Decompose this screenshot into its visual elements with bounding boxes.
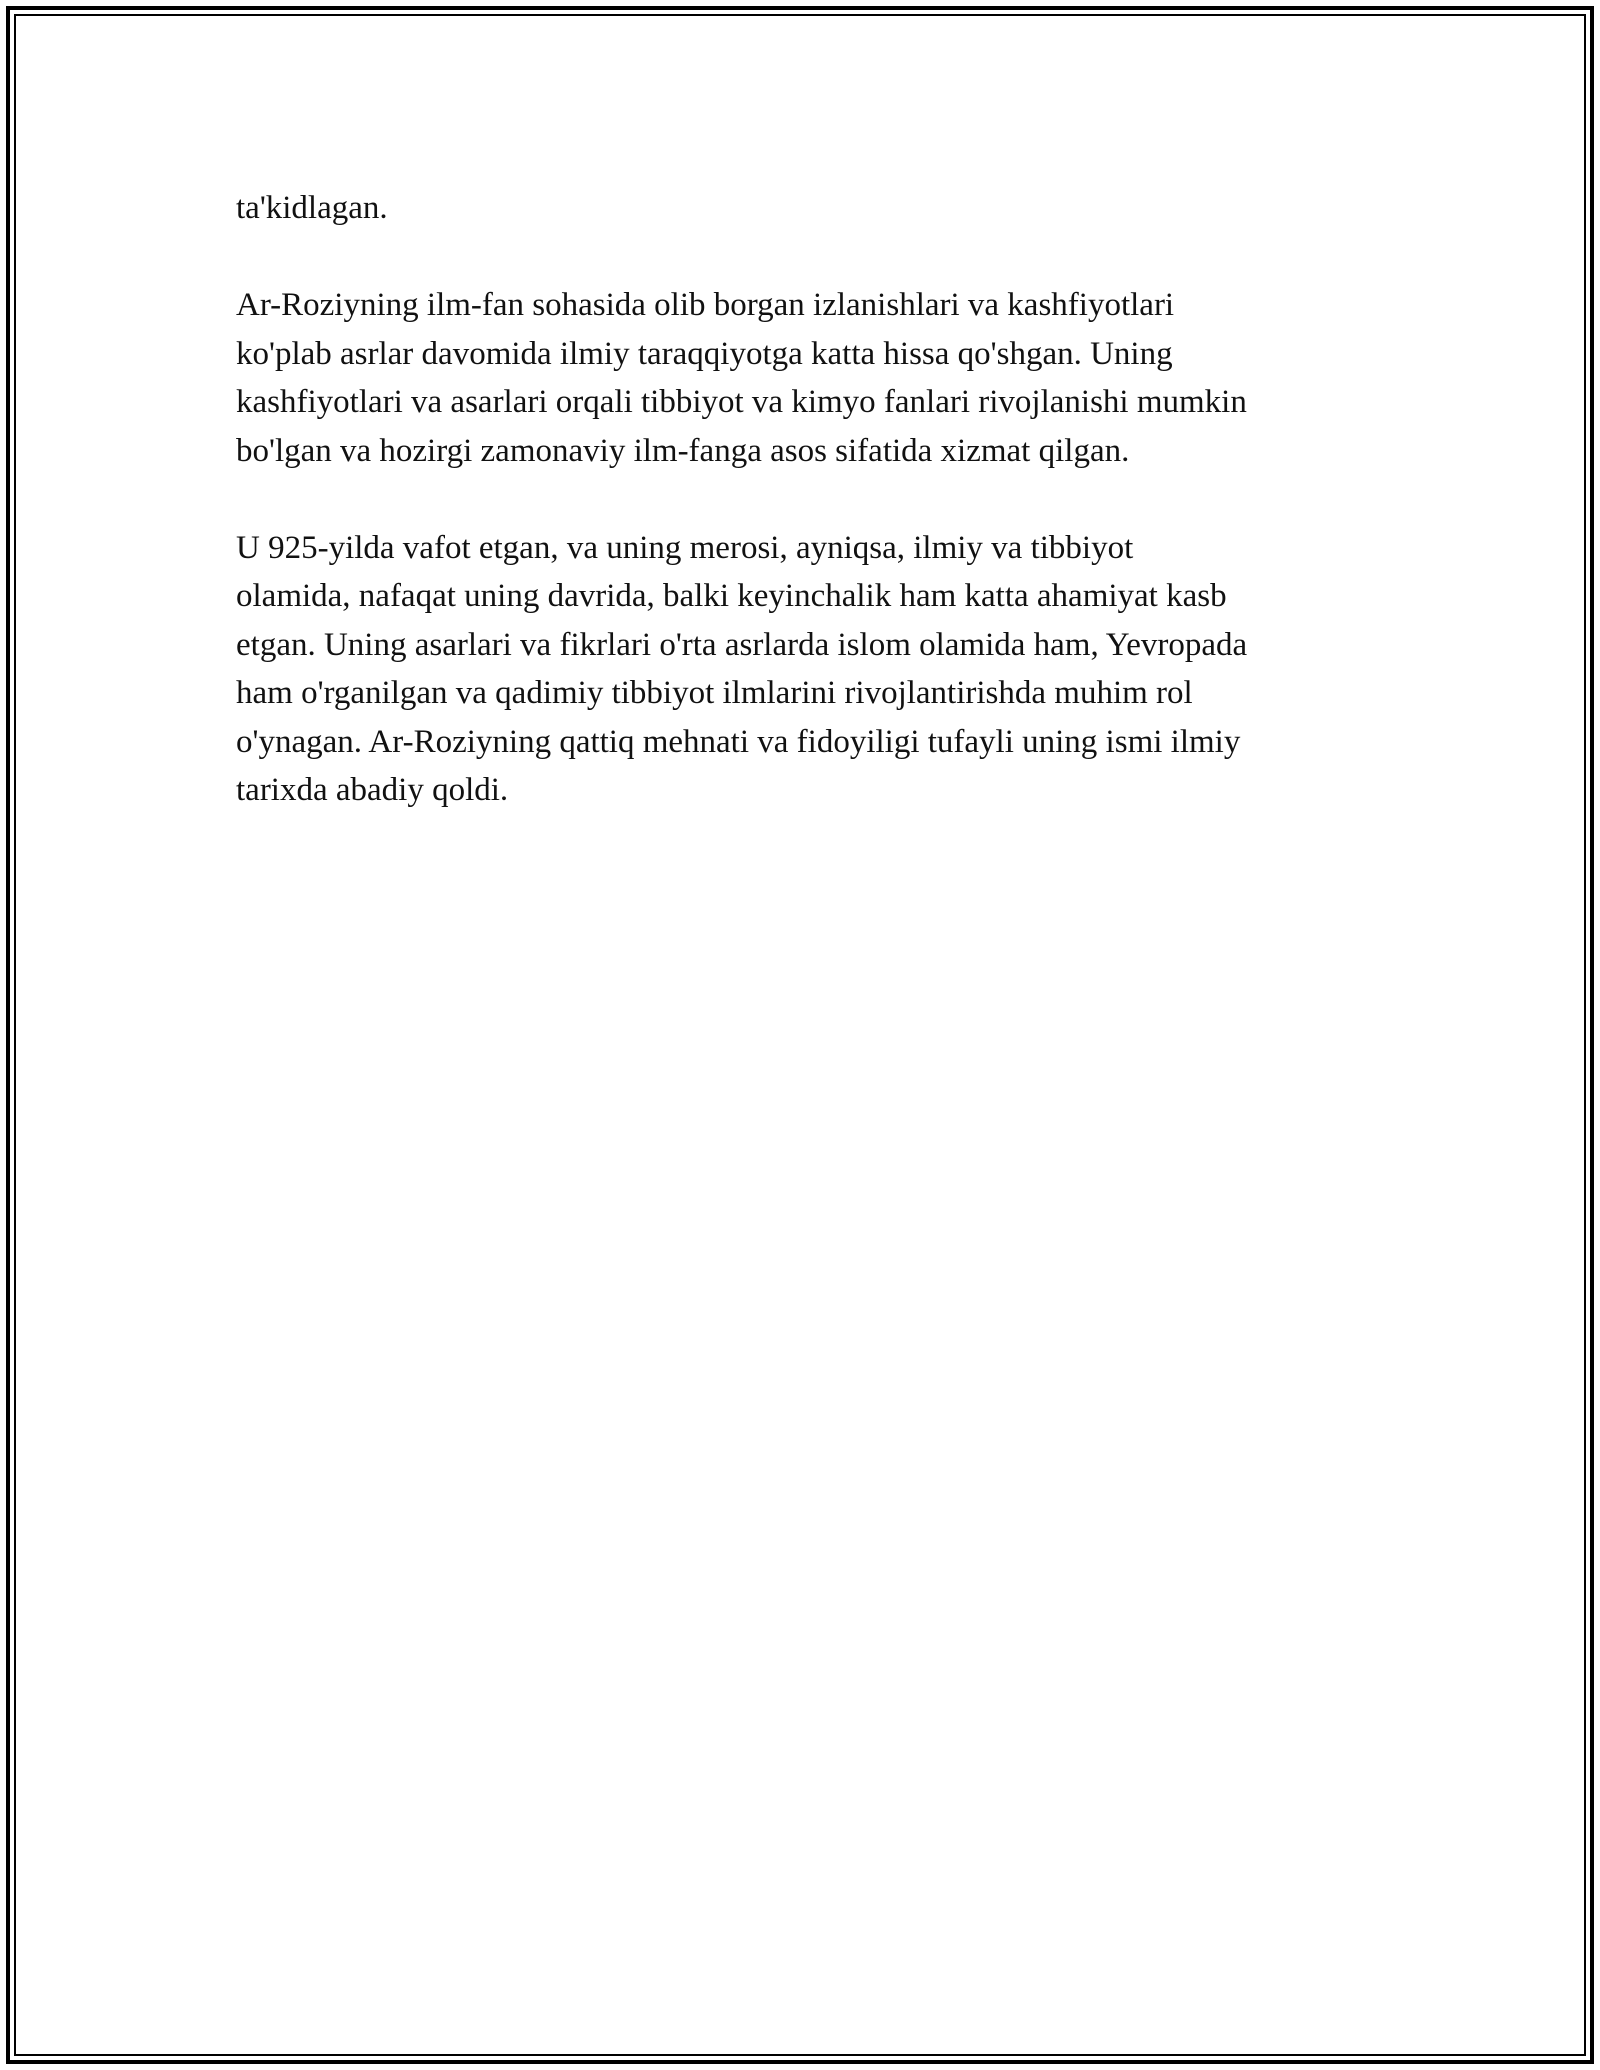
paragraph: ta'kidlagan. <box>236 190 388 226</box>
paragraph: Ar-Roziyning ilm-fan sohasida olib borgan izlanishlari va kashfiyotlari ko'plab asrlar davomida ilmiy taraqqiyotga katta hissa qo'shgan. Uning kashfiyotlari va asarlari orqali tibbiyot va kimyo fanlari rivojlanishi mumkin bo'lgan va hozirgi zamonaviy ilm-fanga asos sifatida xizmat qilgan. <box>236 287 1247 469</box>
paragraph: U 925-yilda vafot etgan, va uning merosi, ayniqsa, ilmiy va tibbiyot olamida, nafaqat uning davrida, balki keyinchalik ham katta ahamiyat kasb etgan. Uning asarlari va fikrlari o'rta asrlarda islom olamida ham, Yevropada ham o'rganilgan va qadimiy tibbiyot ilmlarini rivojlantirishda muhim rol o'ynagan. Ar-Roziyning qattiq mehnati va fidoyiligi tufayli uning ismi ilmiy tarixda abadiy qoldi. <box>236 529 1248 808</box>
document-body <box>236 184 1366 863</box>
